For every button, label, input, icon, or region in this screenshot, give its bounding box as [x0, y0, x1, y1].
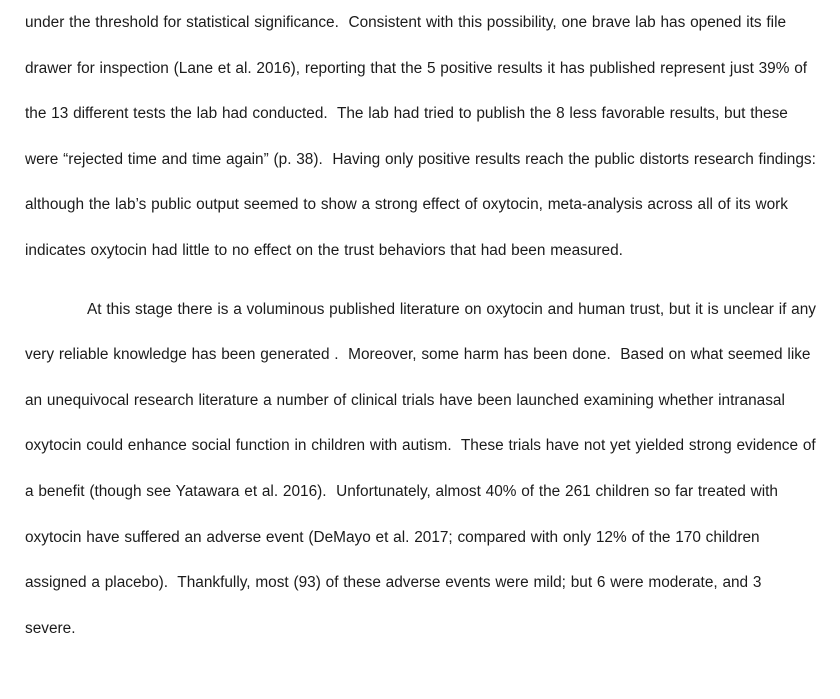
- paragraph-clinical-trials: At this stage there is a voluminous published literature on oxytocin and human trust, but it is unclear if any very reliable knowledge has been generated . Moreover, some harm has been done. Based on what seemed like an unequivocal research literature a number of clinical trials have been launched examining whether intranasal oxytocin could enhance social function in children with autism. These trials have not yet yielded strong evidence of a benefit (though see Yatawara et al. 2016). Unfortunately, almost 40% of the 261 children so far treated with oxytocin have suffered an adverse event (DeMayo et al. 2017; compared with only 12% of the 170 children assigned a placebo). Thankfully, most (93) of these adverse events were mild; but 6 were moderate, and 3 severe.: [25, 300, 821, 637]
- paragraph-file-drawer: under the threshold for statistical significance. Consistent with this possibility, one brave lab has opened its file drawer for inspection (Lane et al. 2016), reporting that the 5 positive results it has published represent just 39% of the 13 different tests the lab had conducted. The lab had tried to publish the 8 less favorable results, but these were “rejected time and time again” (p. 38). Having only positive results reach the public distorts research findings: although the lab’s public output seemed to show a strong effect of oxytocin, meta-analysis across all of its work indicates oxytocin had little to no effect on the trust behaviors that had been measured.: [25, 14, 821, 259]
